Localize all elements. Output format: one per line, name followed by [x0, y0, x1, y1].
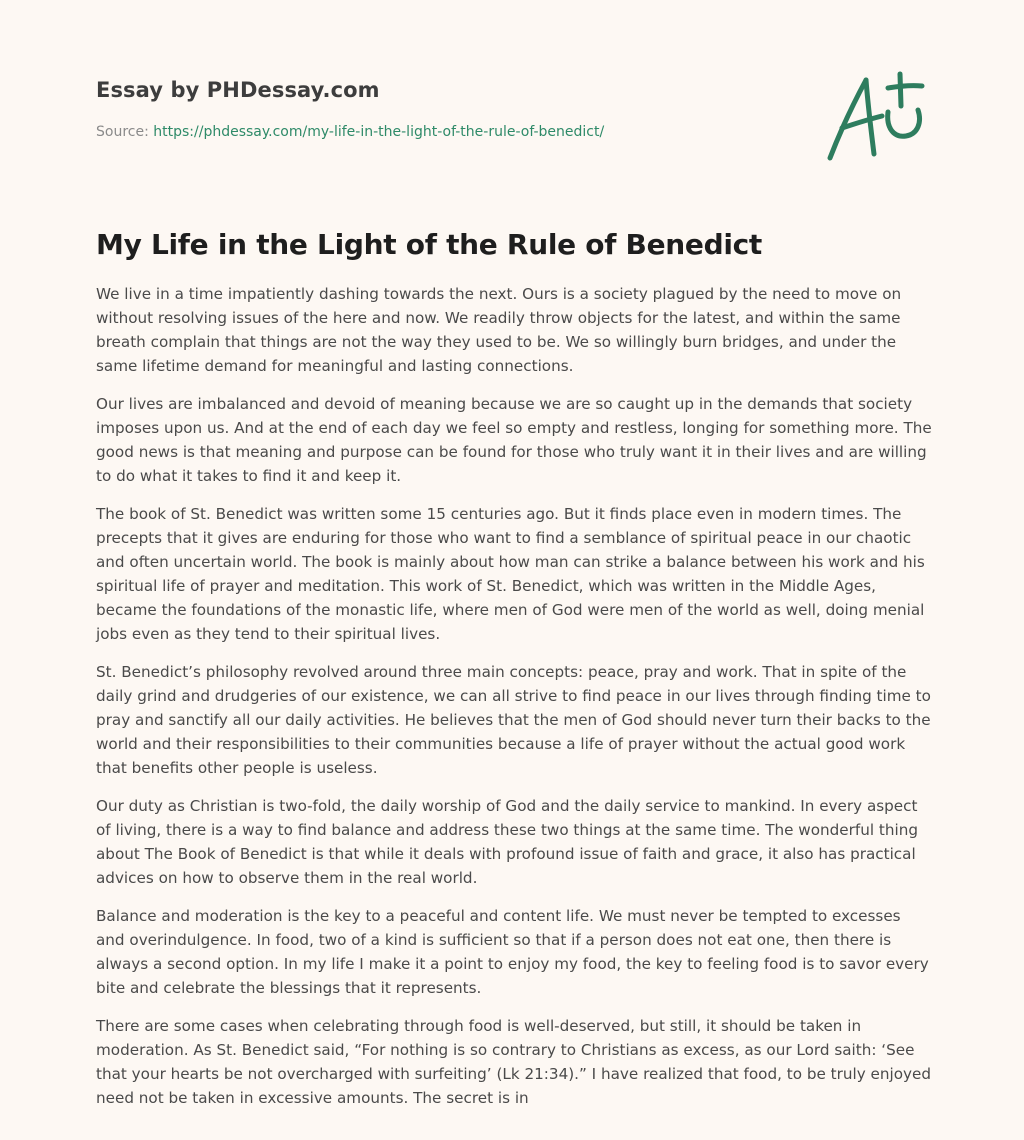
essay-paragraph-6: Balance and moderation is the key to a peaceful and content life. We must never be tempted to excesses and overindulgence. In food, two of a kind is sufficient so that if a person does not eat one, then there is always a second option. In my life I make it a point to enjoy my food, the key to feeling food is to savor every bite and celebrate the blessings that it represents. — [96, 907, 929, 997]
a-plus-logo-svg — [822, 66, 932, 166]
essay-paragraph-7: There are some cases when celebrating through food is well-deserved, but still, it should be taken in moderation. As St. Benedict said, “For nothing is so contrary to Christians as excess, as our Lord saith: ‘See that your hearts be not overcharged with surfeiting’ (Lk 21:34).” I have realized that food, to be truly enjoyed need not be taken in excessive amounts. The secret is in — [96, 1017, 931, 1107]
site-title: Essay by PHDessay.com — [96, 78, 380, 102]
page-header — [96, 74, 796, 142]
essay-paragraph-3: The book of St. Benedict was written some 15 centuries ago. But it finds place even in modern times. The precepts that it gives are enduring for those who want to find a semblance of spiritual peace in our chaotic and often uncertain world. The book is mainly about how man can strike a balance between his work and his spiritual life of prayer and meditation. This work of St. Benedict, which was written in the Middle Ages, became the foundations of the monastic life, where men of God were men of the world as well, doing menial jobs even as they tend to their spiritual lives. — [96, 505, 925, 643]
essay-paragraph-5: Our duty as Christian is two-fold, the daily worship of God and the daily service to mankind. In every aspect of living, there is a way to find balance and address these two things at the same time. The wonderful thing about The Book of Benedict is that while it deals with profound issue of faith and grace, it also has practical advices on how to observe them in the real world. — [96, 797, 918, 887]
source-link[interactable]: https://phdessay.com/my-life-in-the-light-of-the-rule-of-benedict/ — [153, 124, 605, 140]
source-label: Source: — [96, 124, 149, 140]
essay-content — [96, 226, 932, 1124]
essay-paragraph-4: St. Benedict’s philosophy revolved around three main concepts: peace, pray and work. That in spite of the daily grind and drudgeries of our existence, we can all strive to find peace in our lives through finding time to pray and sanctify all our daily activities. He believes that the men of God should never turn their backs to the world and their responsibilities to their communities because a life of prayer without the actual good work that benefits other people is useless. — [96, 663, 931, 777]
source-line — [96, 122, 796, 142]
essay-title: My Life in the Light of the Rule of Benedict — [96, 228, 763, 261]
essay-paragraph-2: Our lives are imbalanced and devoid of meaning because we are so caught up in the demands that society imposes upon us. And at the end of each day we feel so empty and restless, longing for something more. The good news is that meaning and purpose can be found for those who truly want it in their lives and are willing to do what it takes to find it and keep it. — [96, 395, 932, 485]
a-plus-logo-icon — [822, 66, 932, 166]
essay-paragraph-1: We live in a time impatiently dashing towards the next. Ours is a society plagued by the need to move on without resolving issues of the here and now. We readily throw objects for the latest, and within the same breath complain that things are not the way they used to be. We so willingly burn bridges, and under the same lifetime demand for meaningful and lasting connections. — [96, 285, 902, 375]
